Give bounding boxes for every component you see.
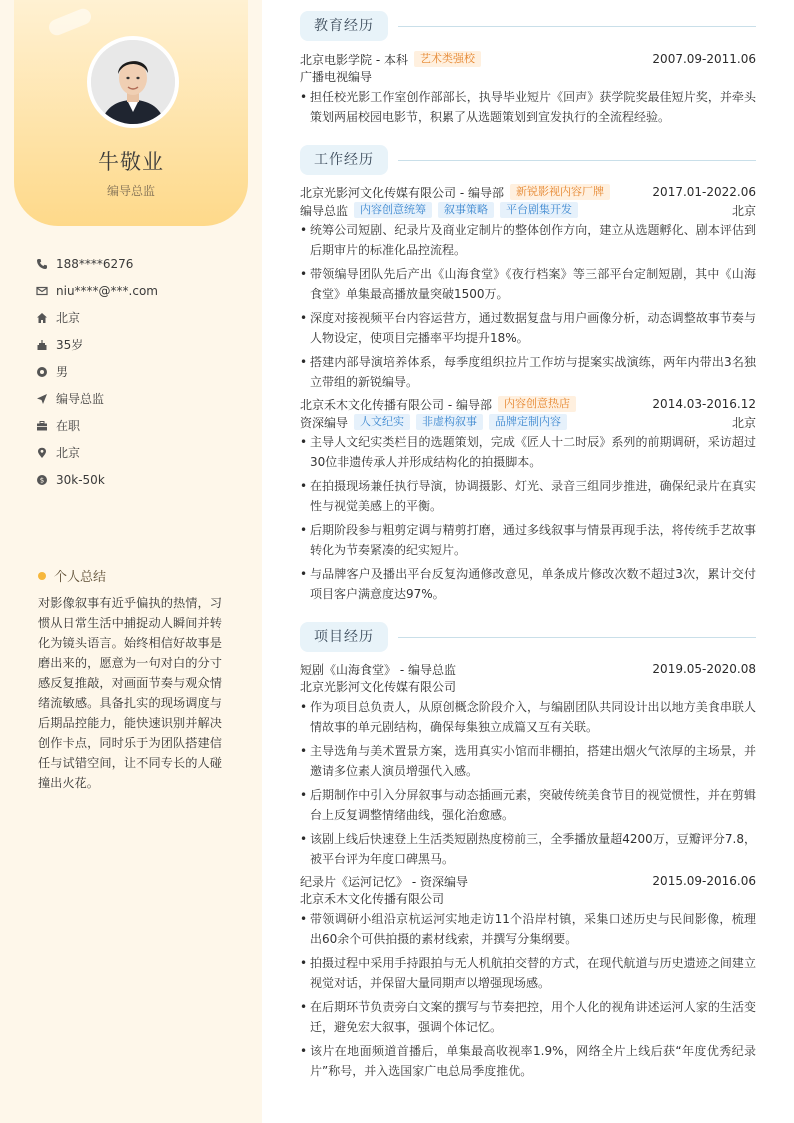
section-title: 项目经历 [300,622,388,652]
project-title: 纪录片《运河记忆》 - 资深编导 [300,874,468,889]
project-org: 北京光影河文化传媒有限公司 [300,680,457,694]
education-entry [300,50,756,131]
divider [398,160,756,161]
divider [398,637,756,638]
date-range: 2017.01-2022.06 [652,185,756,199]
candidate-name: 牛敬业 [98,150,164,174]
project-org: 北京禾木文化传播有限公司 [300,892,445,906]
role: 资深编导 [300,415,349,430]
location-icon [36,447,48,459]
bullet-list [300,697,756,869]
profile-header [14,0,248,226]
candidate-title: 编导总监 [106,184,155,198]
avatar [87,36,179,128]
bullet-item: • 深度对接视频平台内容运营方，通过数据复盘与用户画像分析，动态调整故事节奏与人物设定，使项目完播率平均提升18%。 [300,308,756,348]
svg-text:$: $ [39,476,45,485]
briefcase-icon [36,420,48,432]
salary-icon [36,474,48,486]
bullet-item: • 主导选角与美术置景方案，选用真实小馆而非棚拍，搭建出烟火气浓厚的主场景，并邀请多位素人演员增强代入感。 [300,741,756,781]
bullet-item: • 后期制作中引入分屏叙事与动态插画元素，突破传统美食节目的视觉惯性，并在剪辑台上反复调整情绪曲线，强化治愈感。 [300,785,756,825]
divider [398,26,756,27]
date-range: 2007.09-2011.06 [652,52,756,66]
info-text: 在职 [56,419,81,433]
bullet-item: • 与品牌客户及播出平台反复沟通修改意见，单条成片修改次数不超过3次，累计交付项目客户满意度达97%。 [300,564,756,604]
info-salary [36,466,158,493]
city: 北京 [731,203,756,218]
company-name: 北京光影河文化传媒有限公司 - 编导部 [300,185,504,200]
info-text: 北京 [56,311,81,325]
cake-icon [36,339,48,351]
bullet-item: • 作为项目总负责人，从原创概念阶段介入，与编剧团队共同设计出以地方美食串联人情故事的单元剧结构，确保每集独立成篇又互有关联。 [300,697,756,737]
bullet-item: • 统筹公司短剧、纪录片及商业定制片的整体创作方向，建立从选题孵化、剧本评估到后期审片的标准化品控流程。 [300,220,756,260]
info-text: 30k-50k [56,472,105,487]
info-location [36,439,158,466]
sidebar [0,0,262,1123]
mail-icon [36,285,48,297]
section-work [300,144,756,176]
bullet-item: • 拍摄过程中采用手持跟拍与无人机航拍交替的方式，在现代航道与历史遗迹之间建立视觉对话，并保留大量同期声以增强现场感。 [300,953,756,993]
skill-tag: 人文纪实 [354,414,410,430]
major: 广播电视编导 [300,70,373,84]
bullet-item: • 搭建内部导演培养体系，每季度组织拉片工作坊与提案实战演练，两年内带出3名独立带组的新锐编导。 [300,352,756,392]
bullet-item: • 主导人文纪实类栏目的选题策划，完成《匠人十二时辰》系列的前期调研，采访超过30位非遗传承人并形成结构化的拍摄脚本。 [300,432,756,472]
info-status [36,412,158,439]
summary-heading-text: 个人总结 [54,570,107,585]
bullet-item: • 后期阶段参与粗剪定调与精剪打磨，通过多线叙事与情景再现手法，将传统手艺故事转化为节奏紧凑的纪实短片。 [300,520,756,560]
phone-icon [36,258,48,270]
date-range: 2014.03-2016.12 [652,397,756,411]
skill-tag: 内容创意统筹 [354,202,432,218]
project-entry [300,660,756,873]
section-title: 教育经历 [300,11,388,41]
section-education [300,10,756,42]
info-text: niu****@***.com [56,283,158,298]
summary-text: 对影像叙事有近乎偏执的热情，习惯从日常生活中捕捉动人瞬间并转化为镜头语言。始终相信好故事是磨出来的，愿意为一句对白的分寸感反复推敲，对画面节奏与观众情绪流敏感。具备扎实的现场调度与后期品控能力，能快速识别并解决创作卡点，同时乐于为团队搭建信任与试错空间，让不同专长的人碰撞出火花。 [38,596,222,790]
section-title: 工作经历 [300,145,388,175]
skill-tag: 叙事策略 [438,202,494,218]
bullet-item: • 该片在地面频道首播后，单集最高收视率1.9%，网络全片上线后获“年度优秀纪录片”称号，并入选国家广电总局季度推优。 [300,1041,756,1081]
date-range: 2015.09-2016.06 [652,874,756,888]
gender-icon [36,366,48,378]
section-projects [300,621,756,653]
info-email [36,277,158,304]
bullet-list [300,909,756,1081]
send-icon [36,393,48,405]
company-name: 北京禾木文化传播有限公司 - 编导部 [300,397,492,412]
info-age [36,331,158,358]
summary-heading [38,566,106,585]
bullet-list [300,87,756,127]
skill-tag: 品牌定制内容 [489,414,567,430]
bullet-item: • 带领调研小组沿京杭运河实地走访11个沿岸村镇，采集口述历史与民间影像，梳理出60余个可供拍摄的素材线索，并撰写分集纲要。 [300,909,756,949]
bullet-item: • 在后期环节负责旁白文案的撰写与节奏把控，用个人化的视角讲述运河人家的生活变迁，避免宏大叙事，强调个体记忆。 [300,997,756,1037]
work-entry [300,395,756,608]
bullet-item: • 该剧上线后快速登上生活类短剧热度榜前三，全季播放量超4200万，豆瓣评分7.8，被平台评为年度口碑黑马。 [300,829,756,869]
dot-icon [38,572,46,580]
home-icon [36,312,48,324]
info-text: 编导总监 [56,392,105,406]
role: 编导总监 [300,203,349,218]
company-tag: 内容创意热店 [498,396,576,412]
info-text: 35岁 [56,338,84,352]
school-tag: 艺术类强校 [414,51,481,67]
work-entry [300,183,756,396]
contact-info-list [36,250,158,493]
bullet-list [300,220,756,392]
skill-tag: 非虚构叙事 [416,414,483,430]
info-phone [36,250,158,277]
city: 北京 [731,415,756,430]
info-home [36,304,158,331]
decorative-shape [47,6,94,37]
bullet-item: • 担任校光影工作室创作部部长，执导毕业短片《回声》获学院奖最佳短片奖，并牵头策划两届校园电影节，积累了从选题策划到宣发执行的全流程经验。 [300,87,756,127]
project-entry [300,872,756,1085]
bullet-list [300,432,756,604]
date-range: 2019.05-2020.08 [652,662,756,676]
project-title: 短剧《山海食堂》 - 编导总监 [300,662,456,677]
school-name: 北京电影学院 - 本科 [300,52,408,67]
info-text: 188****6276 [56,256,134,271]
info-text: 男 [56,365,69,379]
skill-tag: 平台剧集开发 [500,202,578,218]
avatar-photo [91,40,175,124]
info-position [36,385,158,412]
bullet-item: • 带领编导团队先后产出《山海食堂》《夜行档案》等三部平台定制短剧，其中《山海食堂》单集最高播放量突破1500万。 [300,264,756,304]
company-tag: 新锐影视内容厂牌 [510,184,610,200]
info-gender [36,358,158,385]
bullet-item: • 在拍摄现场兼任执行导演，协调摄影、灯光、录音三组同步推进，确保纪录片在真实性与视觉美感上的平衡。 [300,476,756,516]
info-text: 北京 [56,446,81,460]
